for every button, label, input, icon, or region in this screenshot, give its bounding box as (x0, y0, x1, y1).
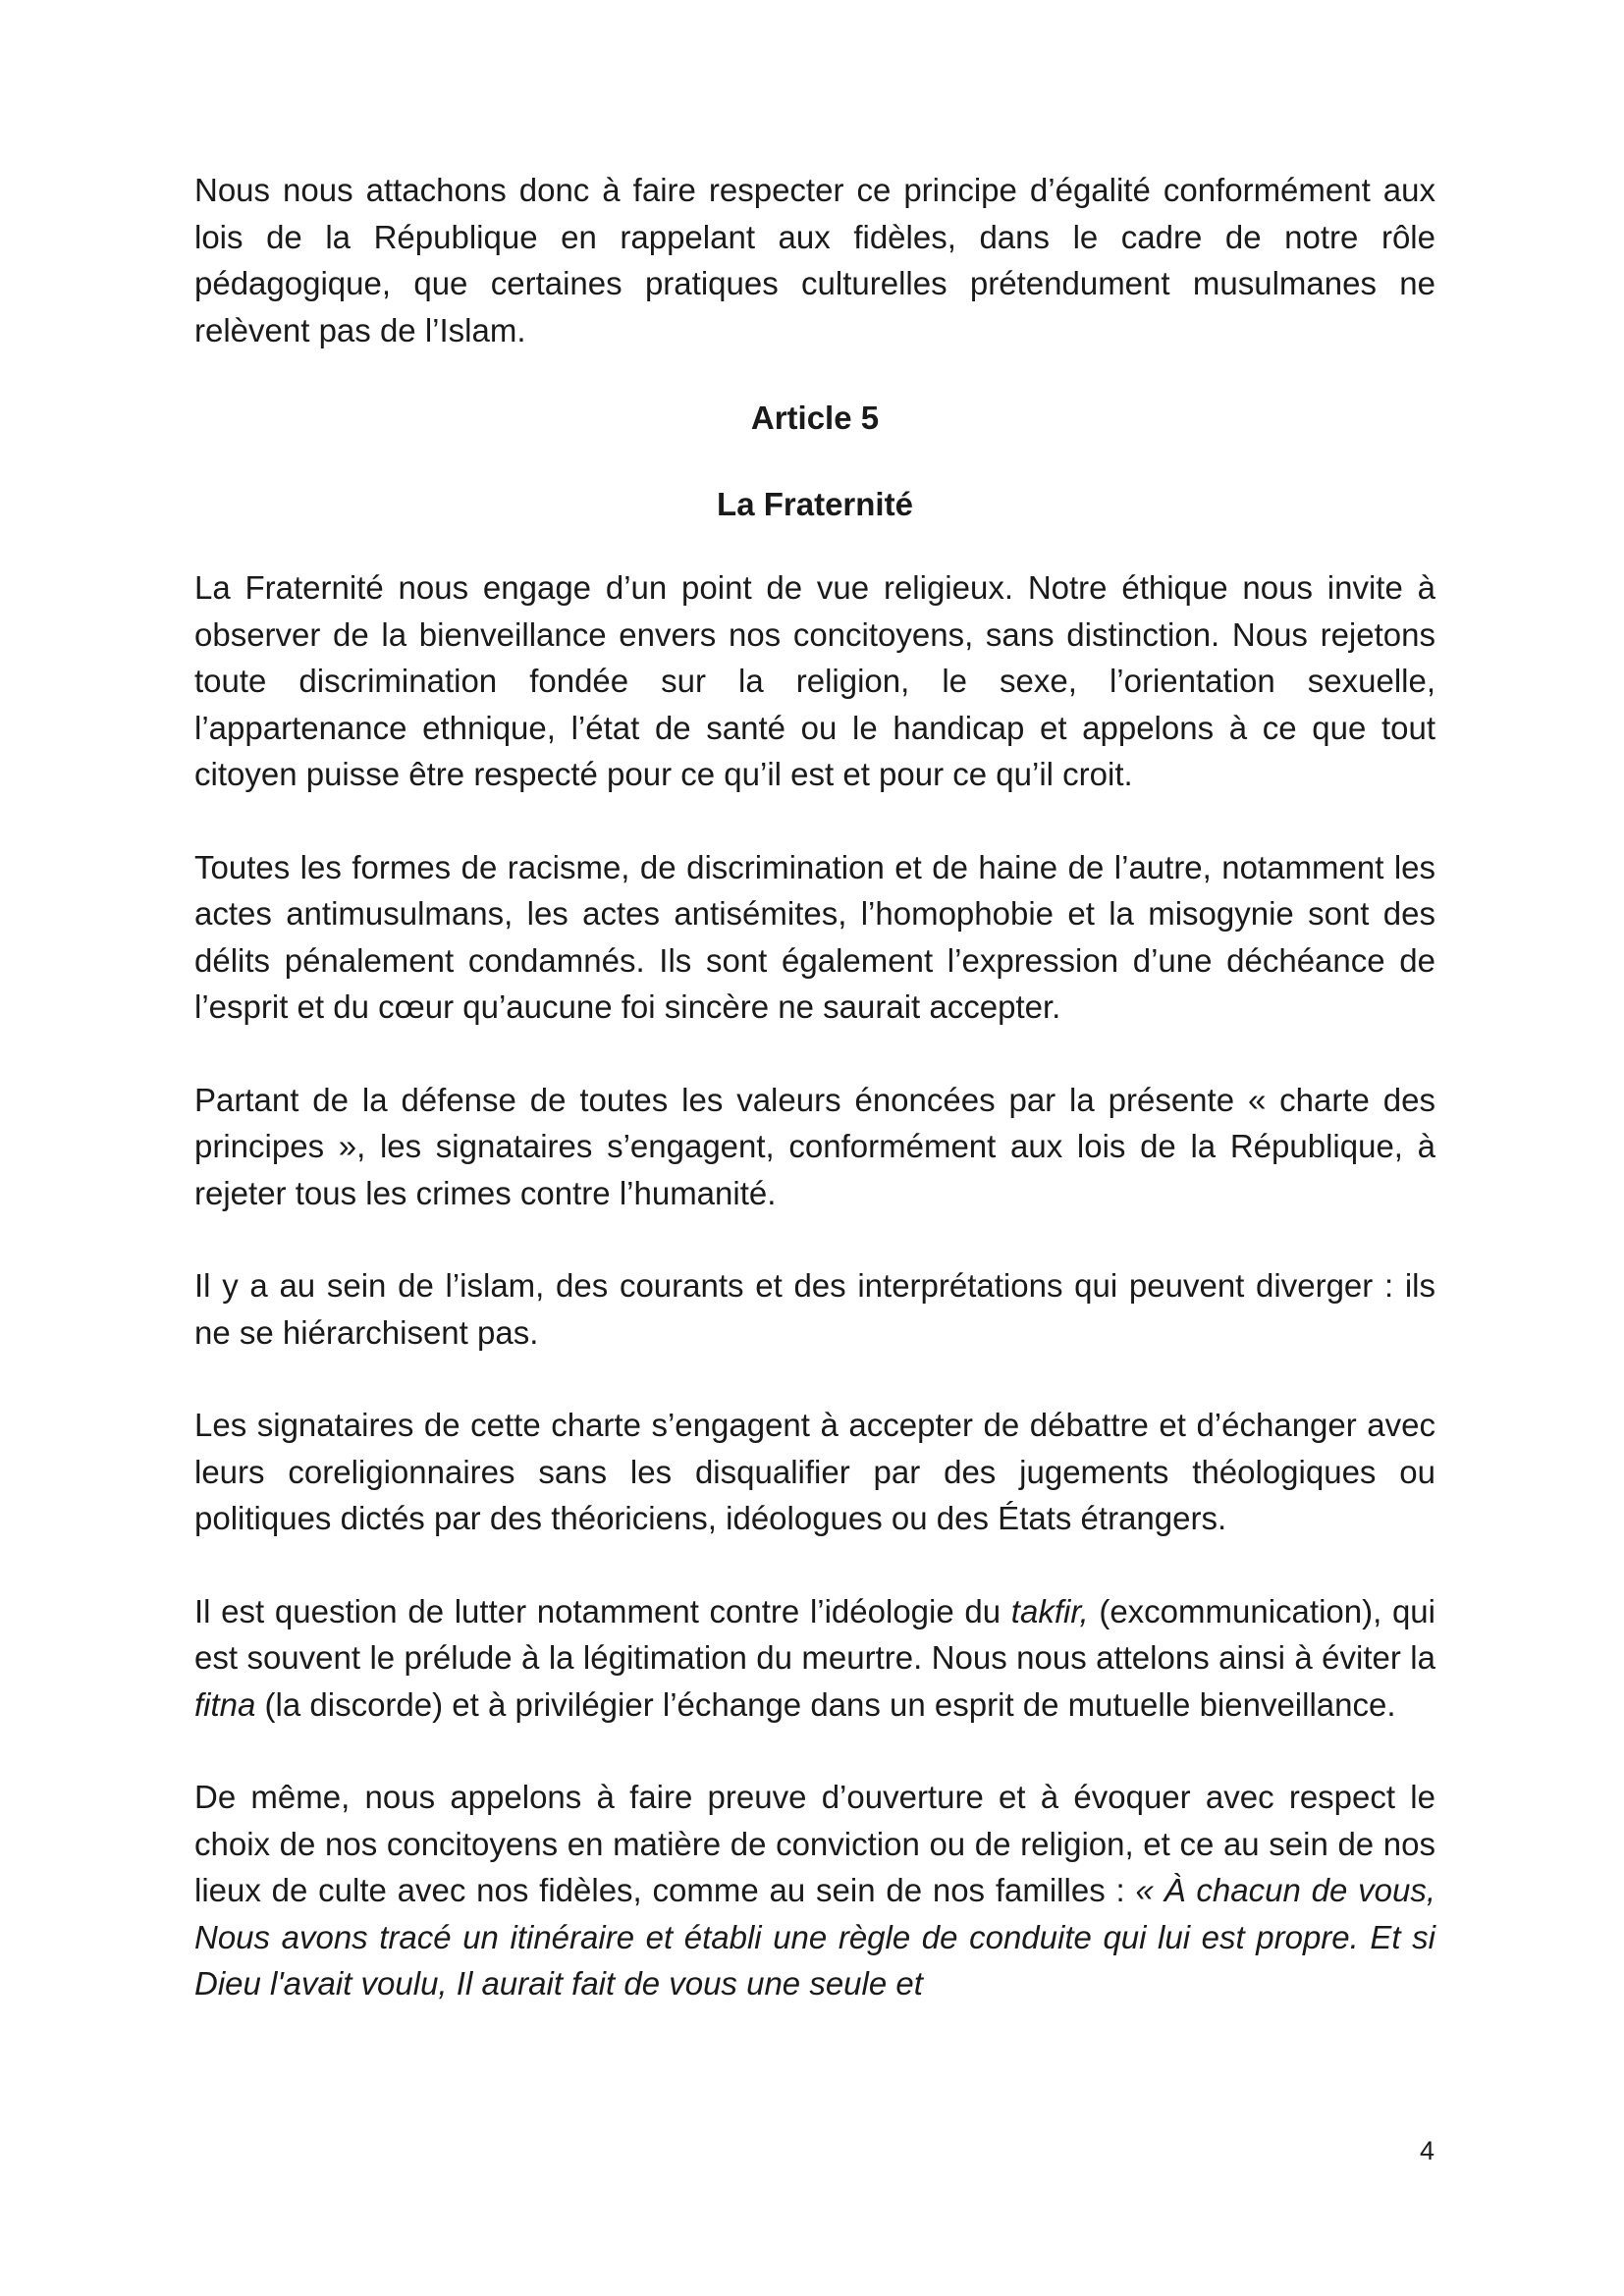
article-heading: Article 5 (750, 400, 880, 436)
text-segment: Il est question de lutter notamment contre l’idéologie du (194, 1592, 1011, 1629)
text-segment: De même, nous appelons à faire preuve d’ouverture et à évoquer avec respect le choix de nos concitoyens en matière de conviction ou de religion, et ce au sein de nos lieux de culte avec nos fidèles, comme au sein de nos familles : (194, 1779, 1435, 1908)
paragraph-debate-exchange: Les signataires de cette charte s’engagent à accepter de débattre et d’échanger avec leurs coreligionnaires sans les disqualifier par des jugements théologiques ou politiques dictés par des théoriciens, idéologues ou des États étrangers. (194, 1407, 1435, 1536)
paragraph-takfir-fitna (194, 1588, 1435, 1729)
paragraph-openness-quote (194, 1774, 1435, 2007)
paragraph-charter-commitment: Partant de la défense de toutes les valeurs énoncées par la présente « charte des principes », les signataires s’engagent, conformément aux lois de la République, à rejeter tous les crimes contre l’humanité. (194, 1081, 1435, 1211)
text-segment: (excommunication), qui est souvent le prélude à la légitimation du meurtre. Nous nous attelons ainsi à éviter la (194, 1592, 1435, 1676)
paragraph-racism-discrimination: Toutes les formes de racisme, de discrimination et de haine de l’autre, notamment les actes antimusulmans, les actes antisémites, l’homophobie et la misogynie sont des délits pénalement condamnés. Ils sont également l’expression d’une déchéance de l’esprit et du cœur qu’aucune foi sincère ne saurait accepter. (194, 848, 1435, 1025)
term-takfir: takfir, (1010, 1592, 1089, 1629)
paragraph-islam-currents: Il y a au sein de l’islam, des courants et des interprétations qui peuvent diverger : ils ne se hiérarchisent pas. (194, 1267, 1435, 1351)
text-segment: (la discorde) et à privilégier l’échange dans un esprit de mutuelle bienveillance. (255, 1685, 1396, 1723)
term-fitna: fitna (194, 1685, 256, 1723)
article-title: La Fraternité (717, 485, 913, 522)
document-page (194, 167, 1435, 2007)
quoted-verse: « À chacun de vous, Nous avons tracé un itinéraire et établi une règle de conduite qui lui est propre. Et si Dieu l'avait voulu, Il aurait fait de vous une seule et (194, 1872, 1436, 2002)
paragraph-equality-closing: Nous nous attachons donc à faire respecter ce principe d’égalité conformément aux lois de la République en rappelant aux fidèles, dans le cadre de notre rôle pédagogique, que certaines pratiques culturelles prétendument musulmanes ne relèvent pas de l’Islam. (194, 172, 1435, 348)
page-number: 4 (1419, 2136, 1435, 2165)
paragraph-fraternity-ethics: La Fraternité nous engage d’un point de vue religieux. Notre éthique nous invite à observer de la bienveillance envers nos concitoyens, sans distinction. Nous rejetons toute discrimination fondée sur la religion, le sexe, l’orientation sexuelle, l’appartenance ethnique, l’état de santé ou le handicap et appelons à ce que tout citoyen puisse être respecté pour ce qu’il est et pour ce qu’il croit. (194, 569, 1435, 792)
